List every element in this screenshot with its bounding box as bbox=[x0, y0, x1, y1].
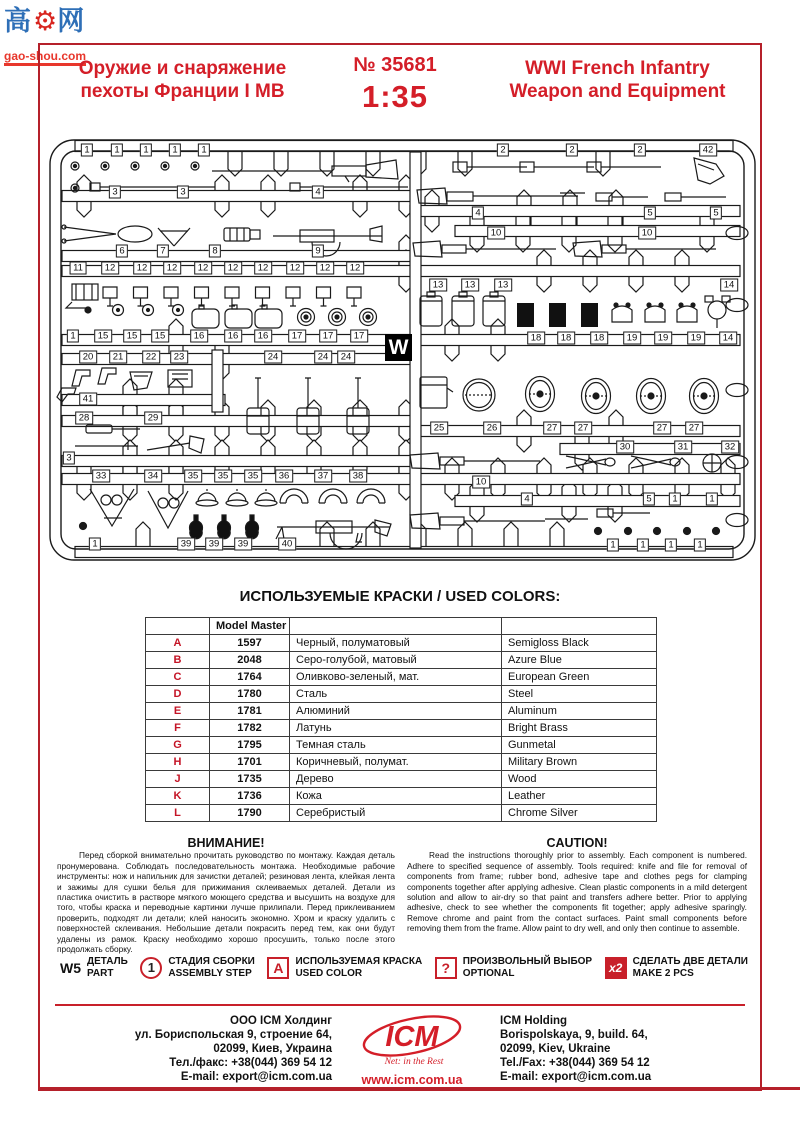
footer-ru-city: 02099, Киев, Украина bbox=[213, 1043, 332, 1055]
part-number-label: 26 bbox=[483, 422, 501, 435]
icm-logo-text: ICM bbox=[385, 1021, 439, 1053]
part-number-label: 3 bbox=[177, 186, 189, 199]
part-number-label: 1 bbox=[169, 144, 181, 157]
notice-russian-title: ВНИМАНИЕ! bbox=[187, 836, 265, 850]
part-number-label: 5 bbox=[643, 493, 655, 506]
part-number-label: 12 bbox=[133, 262, 151, 275]
legend-step bbox=[140, 956, 254, 979]
part-number-label: 2 bbox=[566, 144, 578, 157]
part-number-label: 27 bbox=[574, 422, 592, 435]
part-number-label: 17 bbox=[319, 330, 337, 343]
part-number-label: 11 bbox=[70, 262, 87, 275]
part-number-label: 27 bbox=[653, 422, 671, 435]
part-number-label: 10 bbox=[487, 227, 505, 240]
part-number-label: 17 bbox=[350, 330, 368, 343]
step-label-en: ASSEMBLY STEP bbox=[168, 967, 252, 979]
part-number-label: 20 bbox=[79, 351, 97, 364]
part-number-label: 7 bbox=[157, 245, 169, 258]
part-number-label: 29 bbox=[144, 412, 162, 425]
part-number-label: 13 bbox=[429, 279, 447, 292]
color-row: F 1782 Латунь Bright Brass bbox=[146, 720, 657, 737]
footer-en-street: Borispolskaya, 9, build. 64, bbox=[500, 1029, 648, 1041]
part-number-label: 6 bbox=[116, 245, 128, 258]
part-number-label: 1 bbox=[81, 144, 93, 157]
part-number-label: 39 bbox=[177, 538, 195, 551]
legend-color bbox=[267, 956, 422, 979]
title-russian-line1: Оружие и снаряжение bbox=[78, 58, 287, 79]
part-number-label: 24 bbox=[314, 351, 332, 364]
part-number-label: 4 bbox=[521, 493, 533, 506]
part-number-label: 12 bbox=[346, 262, 364, 275]
color-row: L 1790 Серебристый Chrome Silver bbox=[146, 805, 657, 822]
part-number-label: 41 bbox=[79, 393, 97, 406]
part-number-label: 28 bbox=[75, 412, 93, 425]
optional-label-ru: ПРОИЗВОЛЬНЫЙ ВЫБОР bbox=[462, 956, 593, 967]
title-english bbox=[485, 57, 750, 103]
part-number-label: 10 bbox=[638, 227, 656, 240]
part-number-label: 15 bbox=[94, 330, 112, 343]
title-english-line1: WWI French Infantry bbox=[525, 58, 710, 79]
title-english-line2: Weapon and Equipment bbox=[509, 81, 726, 102]
sprue-letter-marker: W bbox=[385, 334, 412, 361]
part-number-label: 4 bbox=[312, 186, 324, 199]
part-number-label: 13 bbox=[494, 279, 512, 292]
icm-logo-mark bbox=[353, 1012, 471, 1070]
footer-ru-street: ул. Бориспольская 9, строение 64, bbox=[134, 1029, 332, 1041]
color-row: K 1736 Кожа Leather bbox=[146, 788, 657, 805]
icm-website: www.icm.com.ua bbox=[361, 1073, 463, 1087]
footer-en-email: E-mail: export@icm.com.ua bbox=[500, 1071, 652, 1083]
color-row: B 2048 Серо-голубой, матовый Azure Blue bbox=[146, 652, 657, 669]
step-label-ru: СТАДИЯ СБОРКИ bbox=[168, 956, 255, 967]
notice-russian-body: Перед сборкой внимательно прочитать руководство по монтажу. Каждая деталь пронумерована. Соблюдать последовательность монтажа. Необходимые рабочие инструменты: нож и напильник для зачистки деталей; резиновая лента, клейкая лента и зажимы для сушки белья для прижимания склеиваемых деталей. Детали из пластика очистить в растворе мягкого моющего средства и высушить на воздухе для того, чтобы краска и переводные картинки лучше прилипали. Перед приклеиванием проверить, подходят ли детали; клей наносить экономно. Хром и краску удалить с поверхностей склеивания. Небольшие детали покрасить перед тем, как они будут удалены из рамок. Краску необходимо хорошо просушить, только после этого продолжать сборку. bbox=[57, 850, 395, 955]
qty-label-ru: СДЕЛАТЬ ДВЕ ДЕТАЛИ bbox=[632, 956, 748, 967]
part-number-label: 1 bbox=[694, 539, 706, 552]
color-label-en: USED COLOR bbox=[295, 967, 363, 979]
notice-english-title: CAUTION! bbox=[546, 836, 608, 850]
part-number-label: 5 bbox=[644, 207, 656, 220]
icm-logo-tagline: Net: in the Rest bbox=[384, 1057, 444, 1067]
symbol-legend bbox=[60, 956, 748, 979]
part-number-label: 34 bbox=[144, 470, 162, 483]
part-number-label: 1 bbox=[140, 144, 152, 157]
part-number-label: 24 bbox=[264, 351, 282, 364]
part-number-label: 2 bbox=[634, 144, 646, 157]
bottom-red-line bbox=[38, 1087, 800, 1090]
icm-logo bbox=[352, 1012, 472, 1087]
watermark-site-text: gao-shou.com bbox=[4, 50, 86, 66]
part-number-label: 10 bbox=[472, 476, 490, 489]
part-number-label: 18 bbox=[590, 332, 608, 345]
optional-icon: ? bbox=[435, 957, 457, 979]
part-number-label: 18 bbox=[557, 332, 575, 345]
qty-label-en: MAKE 2 PCS bbox=[632, 967, 694, 979]
footer-address-russian bbox=[60, 1014, 332, 1084]
kit-number: № 35681 bbox=[353, 54, 437, 76]
part-number-label: 14 bbox=[720, 279, 738, 292]
part-number-label: 1 bbox=[67, 330, 79, 343]
part-number-label: 12 bbox=[224, 262, 242, 275]
part-number-label: 1 bbox=[706, 493, 718, 506]
part-number-label: 37 bbox=[314, 470, 332, 483]
color-row: C 1764 Оливково-зеленый, мат. European Green bbox=[146, 669, 657, 686]
part-number-label: 1 bbox=[607, 539, 619, 552]
used-colors-title: ИСПОЛЬЗУЕМЫЕ КРАСКИ / USED COLORS: bbox=[239, 588, 561, 605]
part-number-label: 16 bbox=[190, 330, 208, 343]
part-number-label: 25 bbox=[430, 422, 448, 435]
footer-en-city: 02099, Kiev, Ukraine bbox=[500, 1043, 611, 1055]
part-number-label: 30 bbox=[616, 441, 634, 454]
footer-en-phone: Tel./Fax: +38(044) 369 54 12 bbox=[500, 1057, 650, 1069]
part-number-label: 12 bbox=[194, 262, 212, 275]
part-number-label: 24 bbox=[337, 351, 355, 364]
assembly-step-icon: 1 bbox=[140, 957, 162, 979]
part-number-label: 12 bbox=[254, 262, 272, 275]
part-number-label: 12 bbox=[163, 262, 181, 275]
part-number-label: 22 bbox=[142, 351, 160, 364]
part-number-label: 17 bbox=[288, 330, 306, 343]
part-number-label: 19 bbox=[654, 332, 672, 345]
part-number-label: 23 bbox=[170, 351, 188, 364]
color-row: G 1795 Темная сталь Gunmetal bbox=[146, 737, 657, 754]
part-number-label: 12 bbox=[316, 262, 334, 275]
color-row: D 1780 Сталь Steel bbox=[146, 686, 657, 703]
part-number-label: 1 bbox=[669, 493, 681, 506]
part-number-label: 8 bbox=[209, 245, 221, 258]
part-number-label: 1 bbox=[198, 144, 210, 157]
part-number-label: 13 bbox=[461, 279, 479, 292]
make-two-icon: x2 bbox=[605, 957, 627, 979]
part-number-label: 31 bbox=[674, 441, 692, 454]
watermark-char-left: 高 bbox=[4, 6, 33, 36]
sprue-diagram bbox=[48, 136, 760, 566]
part-number-label: 15 bbox=[123, 330, 141, 343]
part-number-label: 3 bbox=[109, 186, 121, 199]
part-number-label: 15 bbox=[151, 330, 169, 343]
part-number-label: 19 bbox=[623, 332, 641, 345]
part-number-label: 35 bbox=[244, 470, 262, 483]
footer-address-english bbox=[500, 1014, 750, 1084]
optional-label-en: OPTIONAL bbox=[462, 967, 515, 979]
part-label-ru: ДЕТАЛЬ bbox=[87, 956, 128, 967]
table-header-row bbox=[146, 618, 657, 635]
part-number-label: 27 bbox=[543, 422, 561, 435]
used-colors-table bbox=[145, 617, 657, 822]
part-number-label: 9 bbox=[312, 245, 324, 258]
color-row: A 1597 Черный, полуматовый Semigloss Black bbox=[146, 635, 657, 652]
part-symbol: W5 bbox=[60, 959, 81, 976]
part-number-label: 1 bbox=[637, 539, 649, 552]
gear-thumb-icon: ⚙ bbox=[33, 6, 58, 36]
part-number-label: 19 bbox=[687, 332, 705, 345]
color-row: J 1735 Дерево Wood bbox=[146, 771, 657, 788]
part-number-label: 5 bbox=[710, 207, 722, 220]
part-number-label: 42 bbox=[699, 144, 717, 157]
part-number-label: 3 bbox=[63, 452, 75, 465]
part-label-en: PART bbox=[87, 967, 114, 979]
footer-divider-line bbox=[55, 1004, 745, 1006]
color-label-ru: ИСПОЛЬЗУЕМАЯ КРАСКА bbox=[295, 956, 423, 967]
part-number-label: 12 bbox=[286, 262, 304, 275]
brand-header-cell: Model Master bbox=[210, 618, 290, 635]
part-number-label: 4 bbox=[472, 207, 484, 220]
part-number-label: 1 bbox=[89, 538, 101, 551]
part-number-label: 40 bbox=[278, 538, 296, 551]
footer-en-company: ICM Holding bbox=[500, 1015, 568, 1027]
title-russian-line2: пехоты Франции І МВ bbox=[80, 81, 285, 102]
notice-russian bbox=[57, 838, 395, 954]
legend-optional bbox=[435, 956, 592, 979]
title-russian bbox=[60, 57, 305, 103]
part-number-label: 39 bbox=[205, 538, 223, 551]
footer-ru-company: ООО ICM Холдинг bbox=[230, 1015, 332, 1027]
part-number-label: 18 bbox=[527, 332, 545, 345]
part-number-label: 21 bbox=[109, 351, 127, 364]
kit-scale: 1:35 bbox=[361, 79, 429, 114]
notice-english-body: Read the instructions thoroughly prior to assembly. Each component is numbered. Adhere to specified sequence of assembly. Tools required: knife and file for removal of components from frame; rubber bond, adhesive tape and clothes pegs for clamping components together after applying adhesive. Clean plastic components in a mild detergent solution and allow to air-dry so that paint and transfers adhere better. Prior to applying adhesive, check to see whether the components fit together; apply adhesive sparingly. Remove chrome and paint from the contact surfaces. Paint small components before removing them from the frame. Allow paint to dry well, and only then continue to assemble. bbox=[407, 850, 747, 934]
part-number-label: 12 bbox=[101, 262, 119, 275]
part-number-label: 39 bbox=[234, 538, 252, 551]
part-number-label: 16 bbox=[254, 330, 272, 343]
footer-ru-phone: Тел./факс: +38(044) 369 54 12 bbox=[169, 1057, 332, 1069]
color-row: H 1701 Коричневый, полумат. Military Brown bbox=[146, 754, 657, 771]
part-number-label: 1 bbox=[665, 539, 677, 552]
part-number-label: 1 bbox=[111, 144, 123, 157]
part-number-label: 35 bbox=[214, 470, 232, 483]
used-color-icon: A bbox=[267, 957, 289, 979]
part-number-label: 2 bbox=[497, 144, 509, 157]
part-number-label: 38 bbox=[349, 470, 367, 483]
footer-ru-email: E-mail: export@icm.com.ua bbox=[180, 1071, 332, 1083]
color-row: E 1781 Алюминий Aluminum bbox=[146, 703, 657, 720]
notice-english bbox=[407, 838, 747, 934]
part-number-label: 14 bbox=[719, 332, 737, 345]
part-number-label: 35 bbox=[184, 470, 202, 483]
part-number-label: 16 bbox=[224, 330, 242, 343]
part-number-label: 27 bbox=[685, 422, 703, 435]
part-number-label: 33 bbox=[92, 470, 110, 483]
watermark-char-right: 网 bbox=[57, 6, 87, 36]
part-number-label: 36 bbox=[275, 470, 293, 483]
legend-part bbox=[60, 956, 128, 979]
legend-quantity bbox=[605, 956, 748, 979]
part-number-label: 32 bbox=[721, 441, 739, 454]
